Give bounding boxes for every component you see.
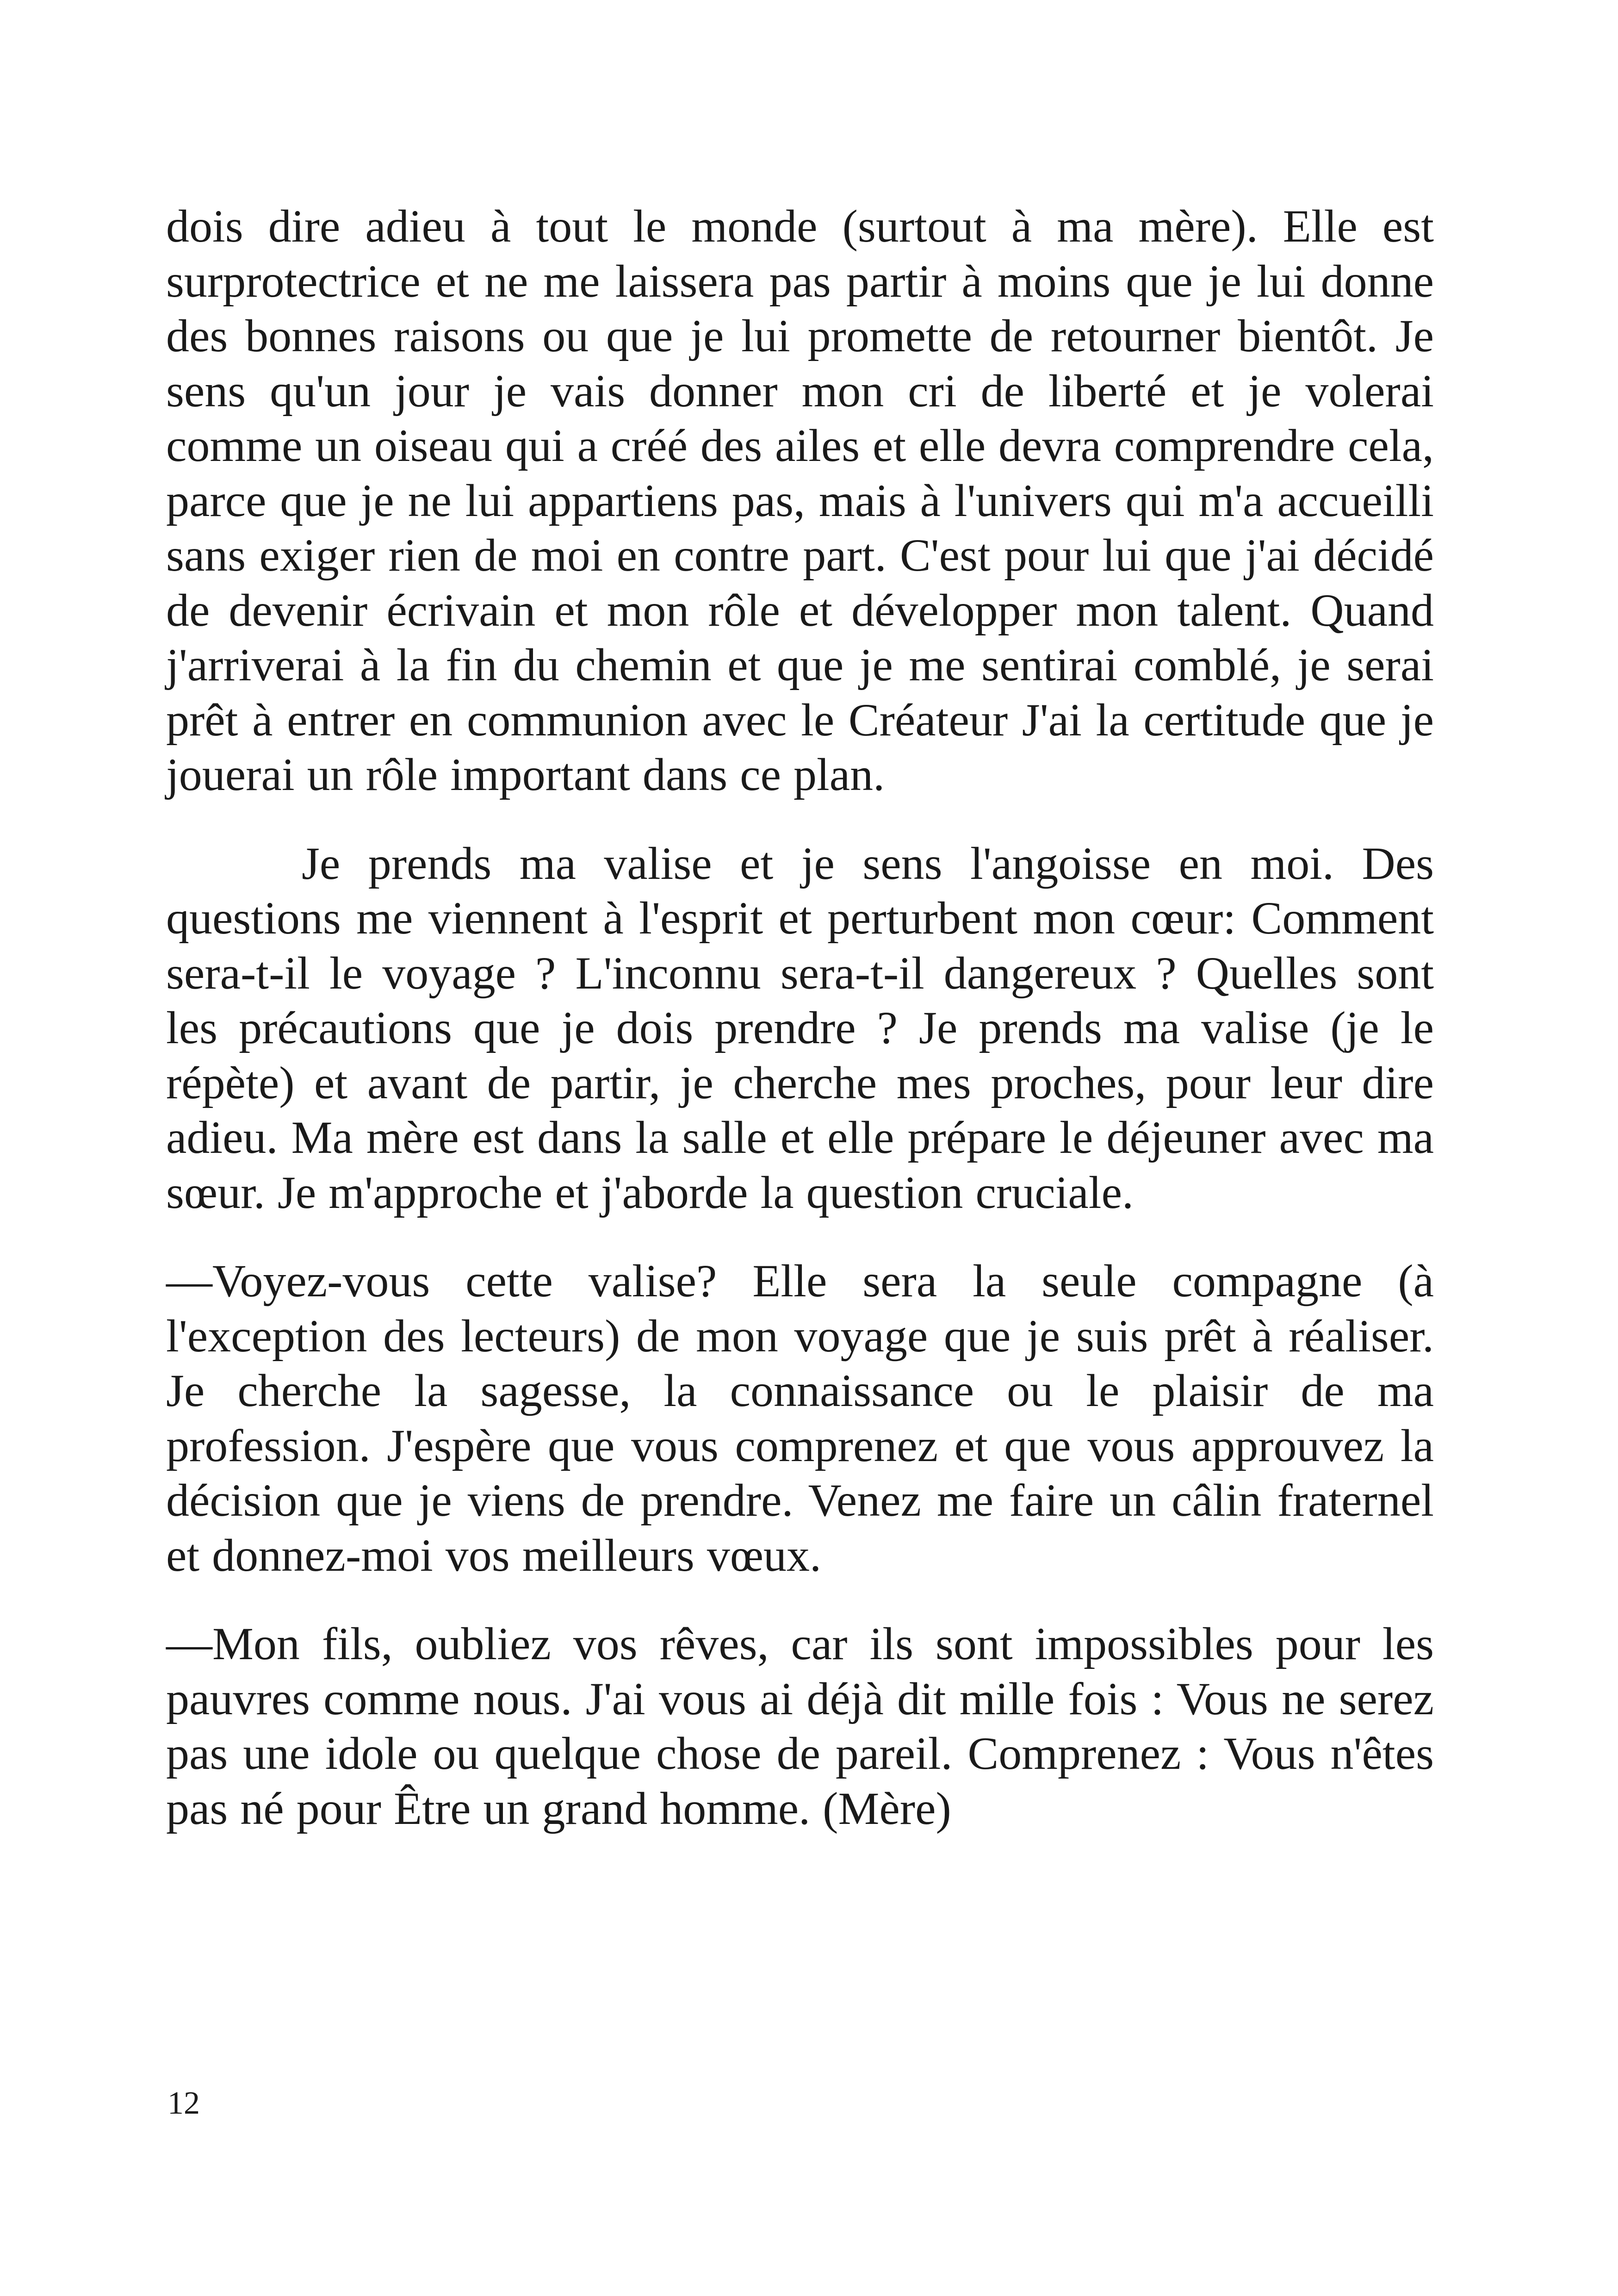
- page-body: [166, 199, 1434, 1836]
- paragraph-dialogue-son: —Voyez-vous cette valise? Elle sera la seule compagne (à l'exception des lecteurs) de mon voyage que je suis prêt à réaliser. Je cherche la sagesse, la connaissance ou le plaisir de ma profession. J'espère que vous comprenez et que vous approuvez la décision que je viens de prendre. Venez me faire un câlin fraternel et donnez-moi vos meilleurs vœux.: [166, 1255, 1434, 1581]
- paragraph-1: dois dire adieu à tout le monde (surtout à ma mère). Elle est surprotectrice et ne me laissera pas partir à moins que je lui donne des bonnes raisons ou que je lui promette de retourner bientôt. Je sens qu'un jour je vais donner mon cri de liberté et je volerai comme un oiseau qui a créé des ailes et elle devra comprendre cela, parce que je ne lui appartiens pas, mais à l'univers qui m'a accueilli sans exiger rien de moi en contre part. C'est pour lui que j'ai décidé de devenir écrivain et mon rôle et développer mon talent. Quand j'arriverai à la fin du chemin et que je me sentirai comblé, je serai prêt à entrer en communion avec le Créateur J'ai la certitude que je jouerai un rôle important dans ce plan.: [166, 200, 1434, 800]
- page-number: 12: [167, 2085, 200, 2121]
- paragraph-2: Je prends ma valise et je sens l'angoisse en moi. Des questions me viennent à l'esprit et perturbent mon cœur: Comment sera-t-il le voyage ? L'inconnu sera-t-il dangereux ? Quelles sont les précautions que je dois prendre ? Je prends ma valise (je le répète) et avant de partir, je cherche mes proches, pour leur dire adieu. Ma mère est dans la salle et elle prépare le déjeuner avec ma sœur. Je m'approche et j'aborde la question cruciale.: [166, 837, 1434, 1218]
- paragraph-dialogue-mother: —Mon fils, oubliez vos rêves, car ils sont impossibles pour les pauvres comme nous. J'ai vous ai déjà dit mille fois : Vous ne serez pas une idole ou quelque chose de pareil. Comprenez : Vous n'êtes pas né pour Être un grand homme. (Mère): [166, 1618, 1434, 1834]
